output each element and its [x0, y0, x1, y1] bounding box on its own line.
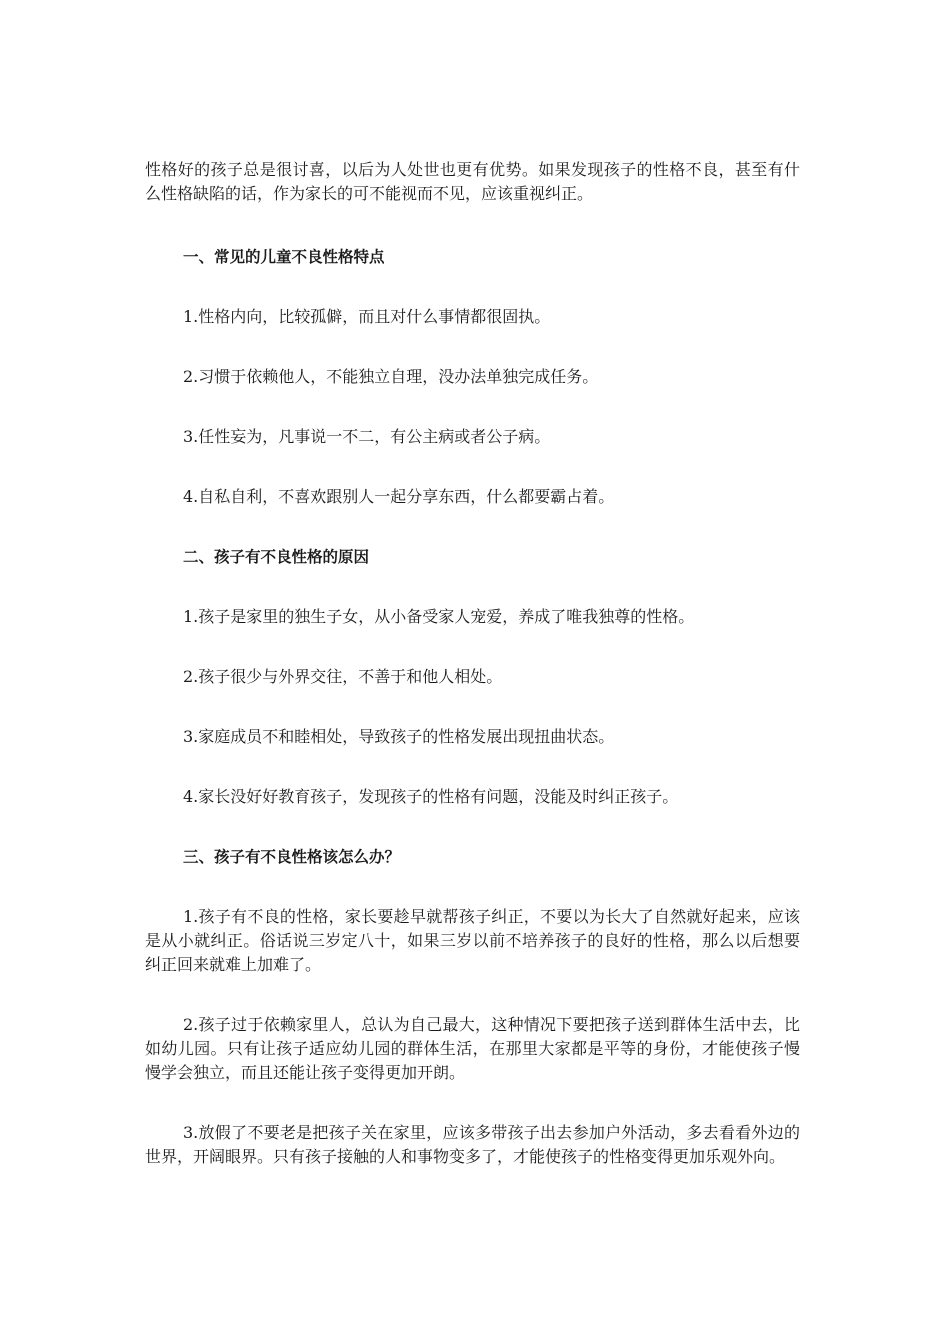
section-2-item: 3.家庭成员不和睦相处，导致孩子的性格发展出现扭曲状态。: [183, 727, 615, 746]
section-2-heading: 二、孩子有不良性格的原因: [183, 548, 370, 566]
section-2-item: 4.家长没好好教育孩子，发现孩子的性格有问题，没能及时纠正孩子。: [183, 787, 679, 806]
section-1-item: 2.习惯于依赖他人，不能独立自理，没办法单独完成任务。: [183, 367, 599, 386]
section-1-item: 4.自私自利，不喜欢跟别人一起分享东西，什么都要霸占着。: [183, 487, 615, 506]
section-3-heading: 三、孩子有不良性格该怎么办？: [183, 848, 401, 866]
section-2-item: 1.孩子是家里的独生子女，从小备受家人宠爱，养成了唯我独尊的性格。: [183, 607, 695, 626]
section-1-item: 1.性格内向，比较孤僻，而且对什么事情都很固执。: [183, 307, 551, 326]
section-1-heading: 一、常见的儿童不良性格特点: [183, 248, 385, 266]
document-body: [145, 158, 800, 1169]
section-3-item: 3.放假了不要老是把孩子关在家里，应该多带孩子出去参加户外活动，多去看看外边的世界，开阔眼界。只有孩子接触的人和事物变多了，才能使孩子的性格变得更加乐观外向。: [145, 1123, 800, 1166]
intro-paragraph: 性格好的孩子总是很讨喜，以后为人处世也更有优势。如果发现孩子的性格不良，甚至有什么性格缺陷的话，作为家长的可不能视而不见，应该重视纠正。: [145, 160, 800, 203]
section-1-item: 3.任性妄为，凡事说一不二，有公主病或者公子病。: [183, 427, 551, 446]
section-2-item: 2.孩子很少与外界交往，不善于和他人相处。: [183, 667, 503, 686]
section-3-item: 2.孩子过于依赖家里人，总认为自己最大，这种情况下要把孩子送到群体生活中去，比如幼儿园。只有让孩子适应幼儿园的群体生活，在那里大家都是平等的身份，才能使孩子慢慢学会独立，而且还能让孩子变得更加开朗。: [145, 1015, 800, 1082]
section-3-item: 1.孩子有不良的性格，家长要趁早就帮孩子纠正，不要以为长大了自然就好起来，应该是从小就纠正。俗话说三岁定八十，如果三岁以前不培养孩子的良好的性格，那么以后想要纠正回来就难上加难了。: [145, 907, 800, 974]
